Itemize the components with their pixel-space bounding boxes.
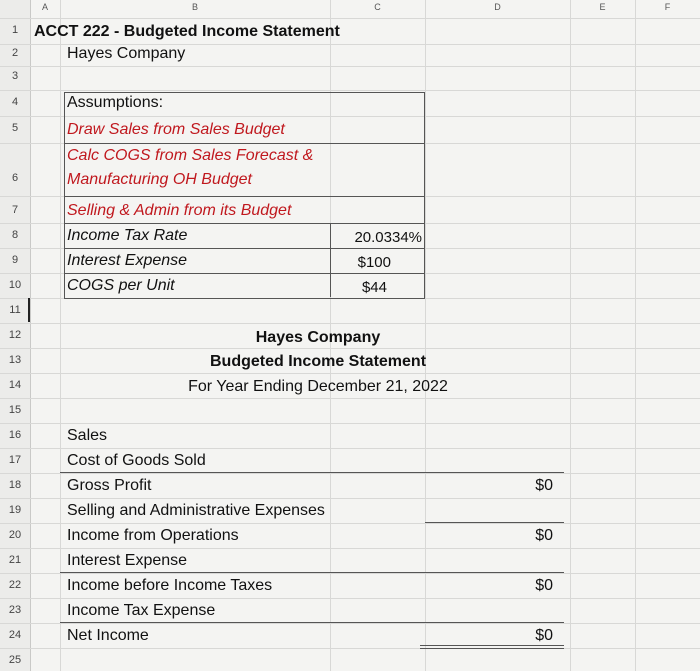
row-header-11[interactable]: 11 — [9, 304, 21, 316]
row-header-5[interactable]: 5 — [11, 122, 19, 134]
interest-expense-label[interactable]: Interest Expense — [67, 252, 188, 269]
gridline — [0, 623, 700, 624]
line-income-tax-expense[interactable]: Income Tax Expense — [67, 602, 216, 619]
column-header-c[interactable]: C — [374, 2, 381, 12]
income-tax-rate-label[interactable]: Income Tax Rate — [67, 227, 188, 244]
active-cell-indicator — [28, 298, 30, 322]
gridline — [0, 573, 700, 574]
net-income-value[interactable]: $0 — [535, 627, 553, 644]
column-header-b[interactable]: B — [191, 2, 198, 12]
gridline — [0, 498, 700, 499]
row-header-10[interactable]: 10 — [8, 279, 22, 291]
line-interest-expense[interactable]: Interest Expense — [67, 552, 188, 569]
row-header-22[interactable]: 22 — [8, 579, 22, 591]
underline-border — [60, 572, 564, 573]
line-income-before-taxes[interactable]: Income before Income Taxes — [67, 577, 273, 594]
row-header-9[interactable]: 9 — [11, 254, 19, 266]
assumption-sales[interactable]: Draw Sales from Sales Budget — [67, 121, 285, 138]
assumptions-border — [64, 273, 424, 274]
row-header-21[interactable]: 21 — [8, 554, 22, 566]
statement-title[interactable]: Budgeted Income Statement — [209, 353, 427, 370]
row-header-17[interactable]: 17 — [8, 454, 22, 466]
assumptions-border — [64, 196, 424, 197]
assumption-cogs-line1[interactable]: Calc COGS from Sales Forecast & — [67, 147, 314, 164]
gross-profit-value[interactable]: $0 — [535, 477, 553, 494]
statement-company[interactable]: Hayes Company — [255, 329, 381, 346]
row-header-4[interactable]: 4 — [11, 96, 19, 108]
statement-period[interactable]: For Year Ending December 21, 2022 — [188, 378, 448, 395]
assumptions-border — [64, 223, 424, 224]
income-before-taxes-value[interactable]: $0 — [535, 577, 553, 594]
gridline — [0, 648, 700, 649]
column-header-f[interactable]: F — [664, 2, 671, 12]
column-header-e[interactable]: E — [599, 2, 606, 12]
gridline — [0, 523, 700, 524]
gridline — [0, 348, 700, 349]
row-header-7[interactable]: 7 — [11, 204, 19, 216]
line-selling-admin-expenses[interactable]: Selling and Administrative Expenses — [67, 502, 325, 519]
income-from-operations-value[interactable]: $0 — [535, 527, 553, 544]
cogs-per-unit-label[interactable]: COGS per Unit — [67, 277, 175, 294]
underline-border — [60, 472, 564, 473]
column-header-d[interactable]: D — [494, 2, 501, 12]
underline-border — [60, 622, 564, 623]
line-income-from-operations[interactable]: Income from Operations — [67, 527, 239, 544]
row-header-3[interactable]: 3 — [11, 70, 19, 82]
gridline — [0, 448, 700, 449]
column-header-a[interactable]: A — [41, 2, 48, 12]
assumptions-heading[interactable]: Assumptions: — [67, 94, 164, 111]
row-header-18[interactable]: 18 — [8, 479, 22, 491]
gridline — [0, 548, 700, 549]
income-tax-rate-value[interactable]: 20.0334% — [354, 229, 422, 246]
underline-border — [425, 522, 564, 523]
line-gross-profit[interactable]: Gross Profit — [67, 477, 152, 494]
gridline — [635, 0, 636, 671]
gridline — [0, 323, 700, 324]
row-header-20[interactable]: 20 — [8, 529, 22, 541]
row-header-8[interactable]: 8 — [11, 229, 19, 241]
assumptions-border — [64, 248, 424, 249]
row-header-2[interactable]: 2 — [11, 47, 19, 59]
line-net-income[interactable]: Net Income — [67, 627, 149, 644]
gridline — [0, 66, 700, 67]
row-header-14[interactable]: 14 — [8, 379, 22, 391]
row-header-24[interactable]: 24 — [8, 629, 22, 641]
row-header-1[interactable]: 1 — [11, 24, 19, 36]
row-header-13[interactable]: 13 — [8, 354, 22, 366]
line-cost-of-goods-sold[interactable]: Cost of Goods Sold — [67, 452, 206, 469]
gridline — [0, 598, 700, 599]
row-header-16[interactable]: 16 — [8, 429, 22, 441]
cogs-per-unit-value[interactable]: $44 — [361, 279, 387, 296]
assumption-selling-admin[interactable]: Selling & Admin from its Budget — [67, 202, 292, 219]
double-underline-top — [420, 645, 564, 646]
gridline — [0, 473, 700, 474]
gridline — [0, 90, 700, 91]
company-name[interactable]: Hayes Company — [67, 45, 186, 62]
assumption-cogs-line2[interactable]: Manufacturing OH Budget — [67, 171, 252, 188]
assumptions-border — [64, 143, 424, 144]
gridline — [0, 423, 700, 424]
row-header-23[interactable]: 23 — [8, 604, 22, 616]
sheet-title[interactable]: ACCT 222 - Budgeted Income Statement — [34, 23, 340, 40]
interest-expense-value[interactable]: $100 — [357, 254, 391, 271]
gridline — [0, 18, 700, 19]
row-header-6[interactable]: 6 — [11, 172, 19, 184]
row-header-19[interactable]: 19 — [8, 504, 22, 516]
row-header-15[interactable]: 15 — [8, 404, 22, 416]
double-underline-bottom — [420, 648, 564, 649]
row-header-25[interactable]: 25 — [8, 654, 22, 666]
row-header-12[interactable]: 12 — [8, 329, 22, 341]
gridline — [0, 398, 700, 399]
gridline — [0, 373, 700, 374]
line-sales[interactable]: Sales — [67, 427, 108, 444]
